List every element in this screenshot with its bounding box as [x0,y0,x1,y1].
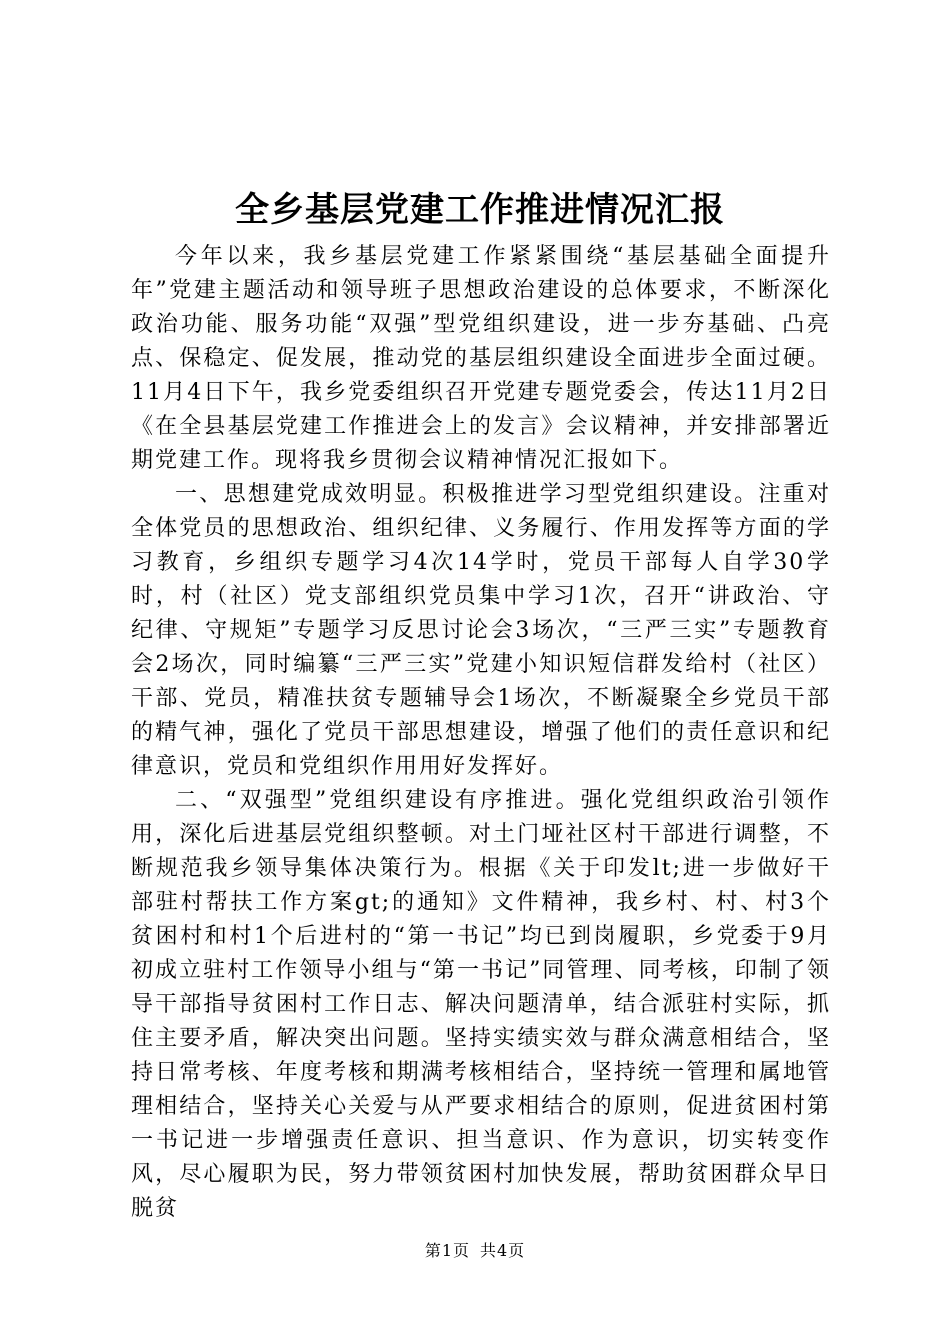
paragraph-intro: 今年以来，我乡基层党建工作紧紧围绕“基层基础全面提升年”党建主题活动和领导班子思想政治建设的总体要求，不断深化政治功能、服务功能“双强”型党组织建设，进一步夯基础、凸亮点、保稳定、促发展，推动党的基层组织建设全面进步全面过硬。11月4日下午，我乡党委组织召开党建专题党委会，传达11月2日《在全县基层党建工作推进会上的发言》会议精神，并安排部署近期党建工作。现将我乡贯彻会议精神情况汇报如下。 [131,244,831,473]
paragraph-section-1: 一、思想建党成效明显。积极推进学习型党组织建设。注重对全体党员的思想政治、组织纪律、义务履行、作用发挥等方面的学习教育，乡组织专题学习4次14学时，党员干部每人自学30学时，村（社区）党支部组织党员集中学习1次，召开“讲政治、守纪律、守规矩”专题学习反思讨论会3场次，“三严三实”专题教育会2场次，同时编纂“三严三实”党建小知识短信群发给村（社区）干部、党员，精准扶贫专题辅导会1场次，不断凝聚全乡党员干部的精气神，强化了党员干部思想建设，增强了他们的责任意识和纪律意识，党员和党组织作用用好发挥好。 [131,482,831,779]
document-title: 全乡基层党建工作推进情况汇报 [235,190,725,230]
paragraph-section-2: 二、“双强型”党组织建设有序推进。强化党组织政治引领作用，深化后进基层党组织整顿。对土门垭社区村干部进行调整，不断规范我乡领导集体决策行为。根据《关于印发lt;进一步做好干部驻村帮扶工作方案gt;的通知》文件精神，我乡村、村、村3个贫困村和村1个后进村的“第一书记”均已到岗履职，乡党委于9月初成立驻村工作领导小组与“第一书记”同管理、同考核，印制了领导干部指导贫困村工作日志、解决问题清单，结合派驻村实际，抓住主要矛盾，解决突出问题。坚持实绩实效与群众满意相结合，坚持日常考核、年度考核和期满考核相结合，坚持统一管理和属地管理相结合，坚持关心关爱与从严要求相结合的原则，促进贫困村第一书记进一步增强责任意识、担当意识、作为意识，切实转变作风，尽心履职为民，努力带领贫困村加快发展，帮助贫困群众早日脱贫 [131,788,831,1221]
document-body [131,240,831,1226]
page-footer [0,1240,950,1262]
page-number: 第1页 [424,1241,470,1260]
page-total: 共4页 [480,1241,526,1260]
